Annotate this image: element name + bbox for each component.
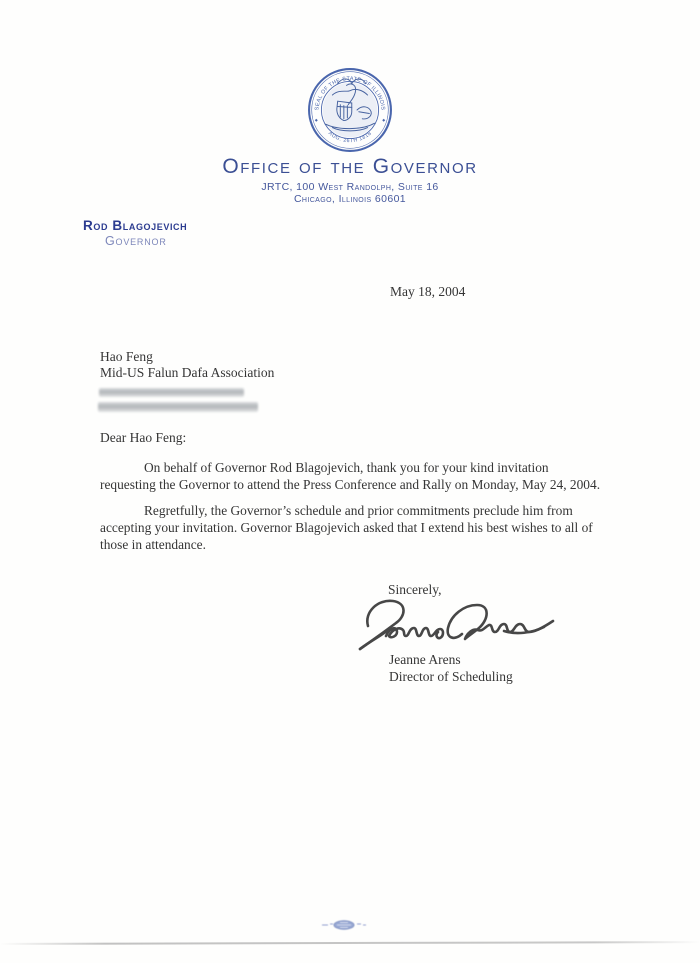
- signer-name: Jeanne Arens: [389, 652, 461, 667]
- governor-block: [83, 218, 187, 248]
- office-address: [0, 182, 700, 205]
- office-address-line2: Chicago, Illinois 60601: [293, 192, 407, 205]
- closing: Sincerely,: [388, 582, 442, 597]
- paragraph-1: On behalf of Governor Rod Blagojevich, thank you for your kind invitation requesting the Governor to attend the Press Conference and Rally on Monday, May 24, 2004.: [100, 460, 601, 492]
- office-title: Office of the Governor: [222, 155, 478, 178]
- letter-body: [100, 459, 604, 562]
- seal-star-left-icon: [315, 119, 318, 122]
- signer-block: [389, 651, 513, 685]
- governor-title: Governor: [105, 234, 167, 248]
- recipient-organization: Mid-US Falun Dafa Association: [100, 365, 275, 380]
- letter-date: May 18, 2004: [390, 284, 466, 299]
- seal-ring-text-bottom: AUG. 26TH 1818: [326, 130, 374, 145]
- redacted-address-line-1: [99, 388, 244, 397]
- seal-star-right-icon: [382, 119, 385, 122]
- recipient-block: [100, 349, 274, 381]
- recipient-name: Hao Feng: [100, 349, 153, 364]
- governor-name: Rod Blagojevich: [83, 218, 188, 233]
- scan-edge-artifact: [0, 941, 700, 945]
- illinois-state-seal-icon: [306, 66, 394, 154]
- redacted-address-line-2: [98, 402, 258, 412]
- paragraph-2: Regretfully, the Governor’s schedule and prior commitments preclude him from accepting your invitation. Governor Blagojevich asked that I extend his best wishes to all of those in attendance.: [100, 503, 593, 552]
- salutation: Dear Hao Feng:: [100, 430, 187, 445]
- office-address-line1: JRTC, 100 West Randolph, Suite 16: [261, 181, 439, 193]
- handwritten-signature-jeanne-arens: [356, 592, 568, 654]
- seal-ring-text-top: SEAL OF THE STATE OF ILLINOIS: [314, 76, 386, 111]
- signer-title: Director of Scheduling: [389, 669, 513, 684]
- printers-union-bug-icon: [320, 917, 380, 933]
